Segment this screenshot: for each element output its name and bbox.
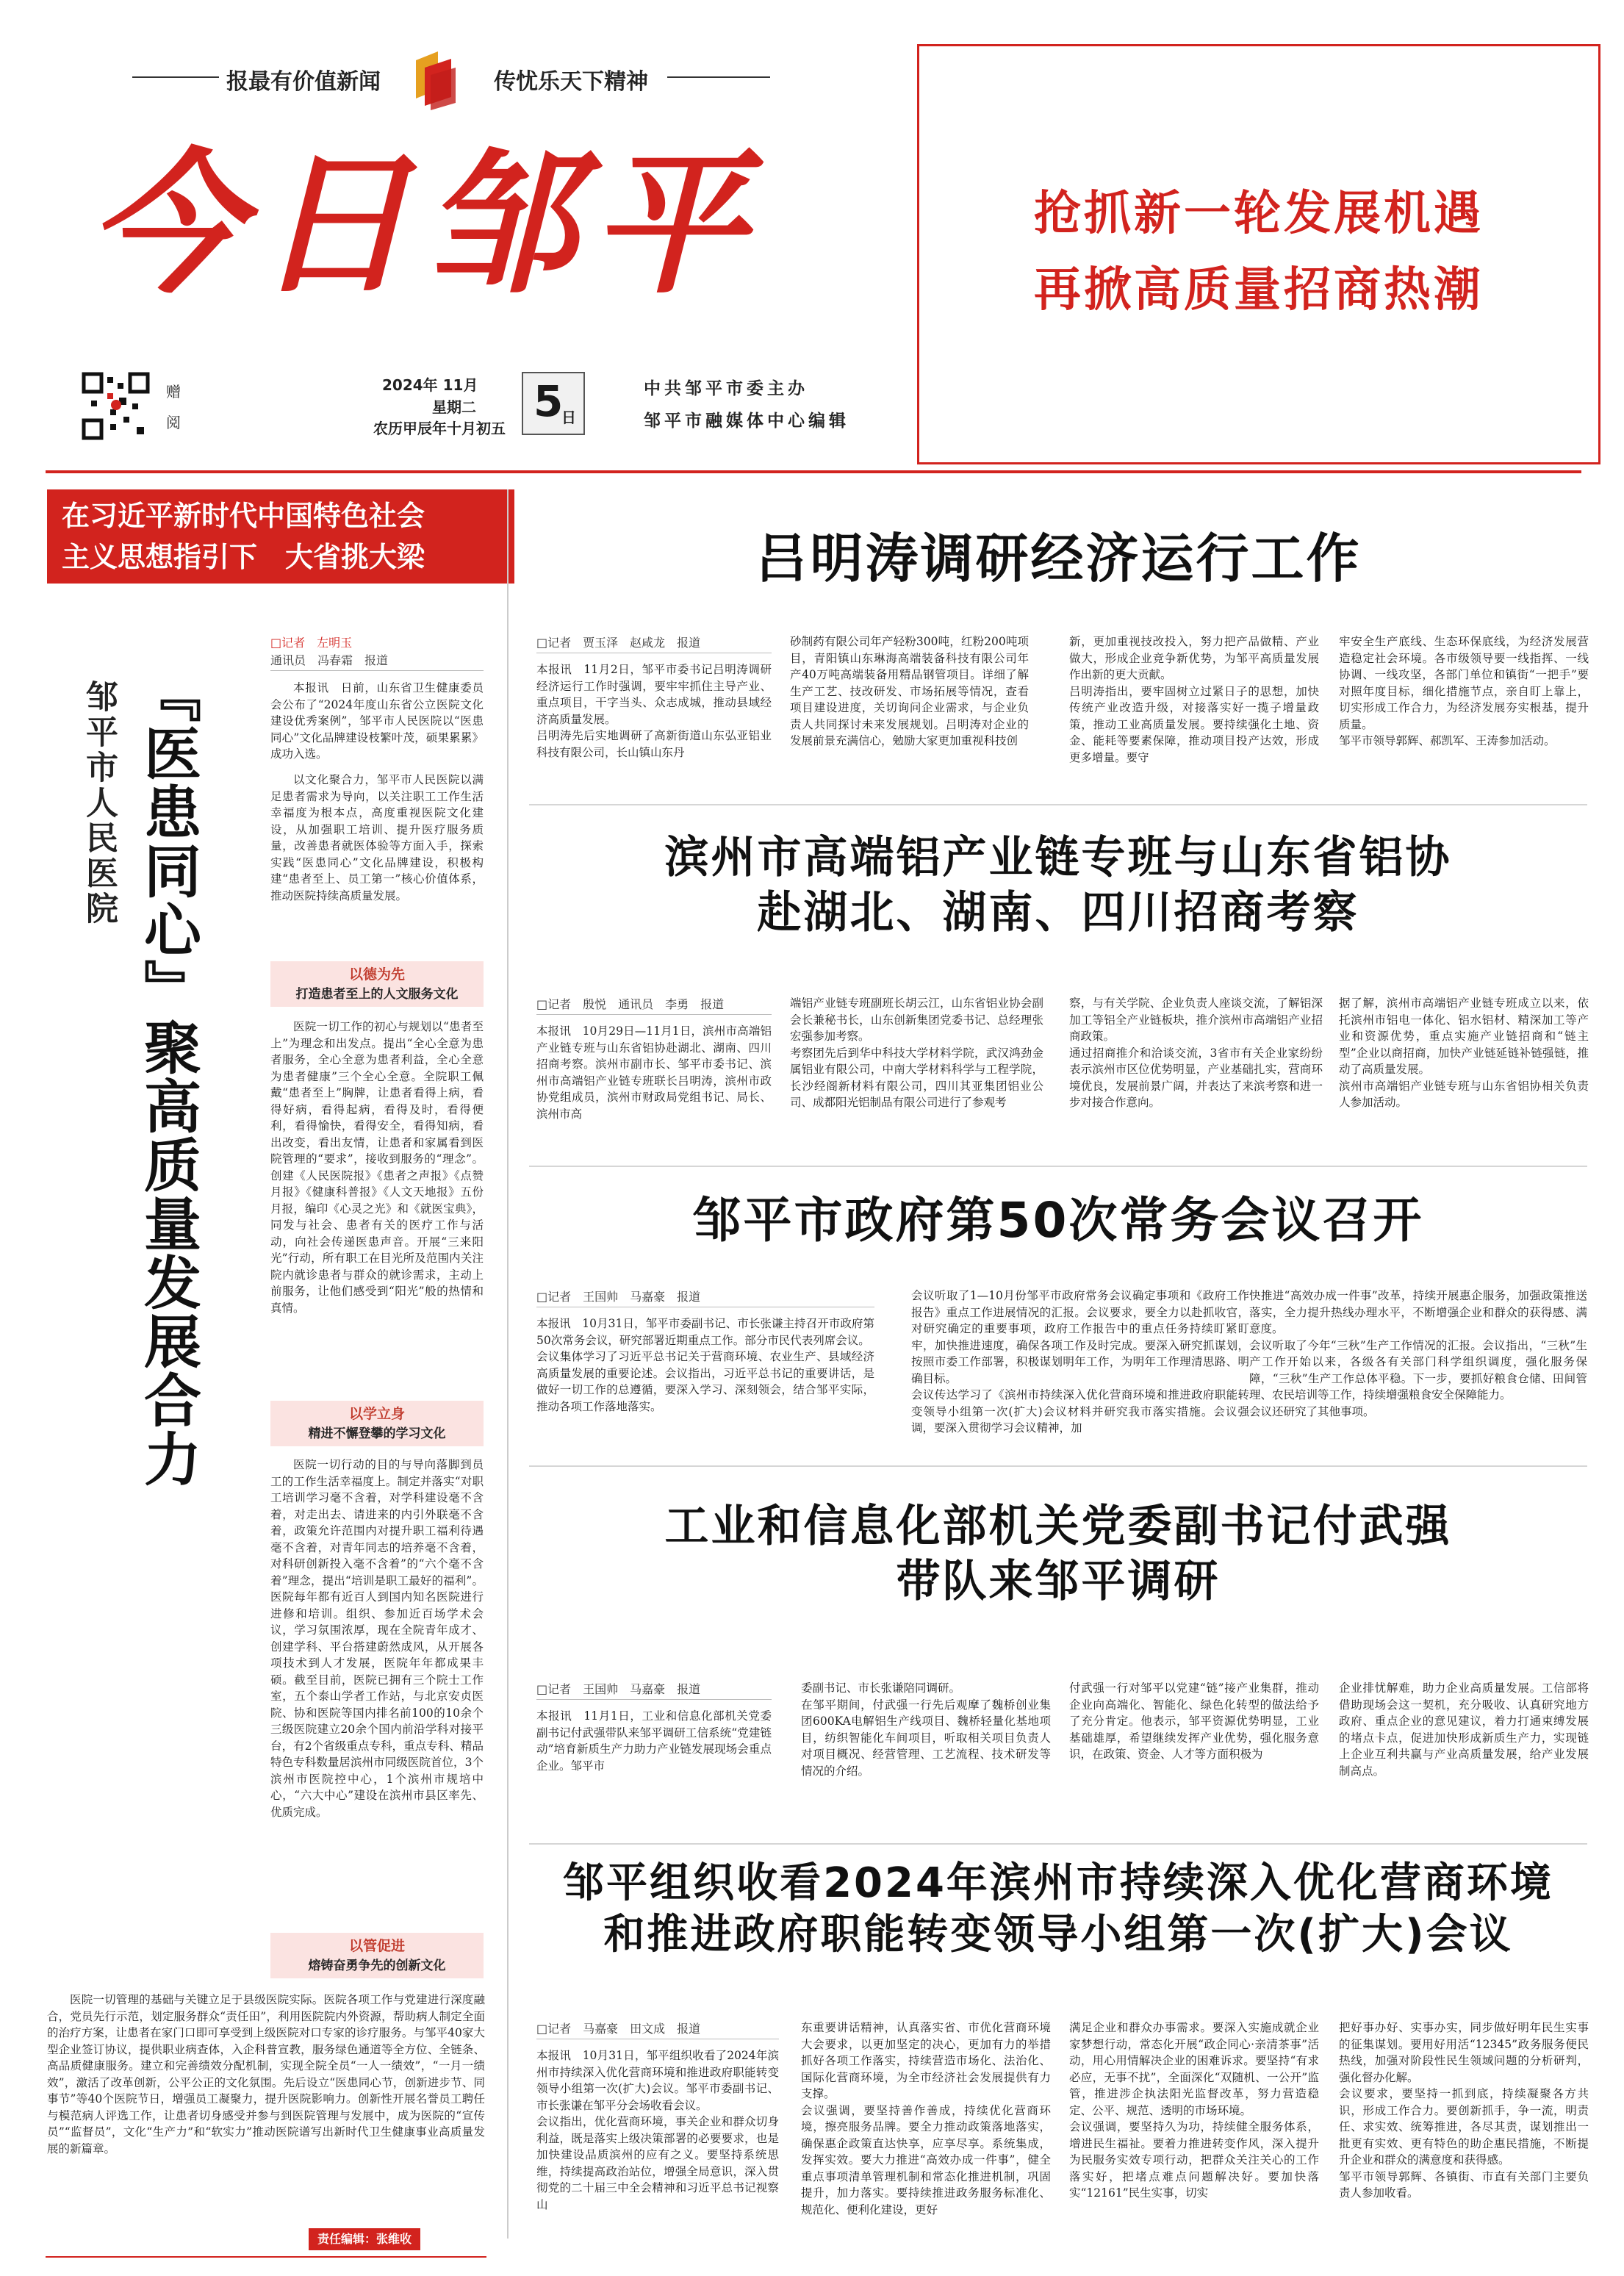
article-3-col-2: 会议听取了1—10月份邹平市政府常务会议确定事项和《政府工作报告》重点工作进展情况的汇报。会议要求，要全力以赴抓收官，对研究确定的重要事项，政府工作报告中的重点任务持续盯紧盯牢，加快推进速度，确保各项工作及时完成。要深入研究抓谋划，按照市委工作部署，积极谋划明年工作，为明年工作理清思路、明确目标。 会议传达学习了《滨州市持续深入优化营商环境和推进政府职能转变领导小组第一次(扩大)会议材料并研究我市落实措施。会议强调，要深入贯彻学习会议精神，加 bbox=[911, 1289, 1249, 1435]
article-5-headline bbox=[529, 1858, 1587, 1961]
article-3-col-3: 快推进“高效办成一件事”改革，持续开展惠企服务，加强政策推送落实，全力提升热线办理水平，不断增强企业和群众的获得感、满意度。 会议听取了今年“三秋”生产工作情况的汇报。会议指出，“三秋”生产工作开始以来，各级各有关部门科学组织调度，强化服务保障，“三秋”生产工作总体平稳。下一步，要抓好粮食仓储、田间管理、农民培训等工作，持续增强粮食安全保障能力。 会议还研究了其他事项。 bbox=[1249, 1289, 1587, 1418]
feature-byline-2: 通讯员 冯春霜 报道 bbox=[270, 653, 389, 667]
footer-rule bbox=[46, 2256, 486, 2258]
day-box bbox=[522, 372, 585, 435]
feature-byline-1: □记者 左明玉 bbox=[270, 636, 353, 650]
slogan-right: 传忧乐天下精神 bbox=[494, 69, 648, 95]
slogan-box-line-1: 抢抓新一轮发展机遇 bbox=[1034, 186, 1484, 241]
article-4-col-2: 委副书记、市长张谦陪同调研。 在邹平期间，付武强一行先后观摩了魏桥创业集团600KA电解铝生产线项目、魏桥轻量化基地项目，纺织智能化车间项目，听取相关项目负责人对项目概况、经营管理、工艺流程、技术研发等情况的介绍。 bbox=[801, 1681, 1051, 1778]
header-rule bbox=[46, 470, 1581, 473]
article-4-col-4: 企业排忧解难，助力企业高质量发展。工信部将借助现场会这一契机，充分吸收、认真研究地方政府、重点企业的意见建议，着力打通束缚发展的堵点卡点，促进加快形成新质生产力，实现链上企业互利共赢与产业高质量发展，给产业发展制高点。 bbox=[1339, 1681, 1589, 1778]
qr-code bbox=[81, 371, 151, 441]
article-5-headline-line-1: 邹平组织收看2024年滨州市持续深入优化营商环境 bbox=[563, 1859, 1553, 1907]
column-divider bbox=[507, 489, 509, 2239]
feature-section-1-subtitle: 打造患者至上的人文服务文化 bbox=[295, 987, 459, 1002]
feature-para-3: 医院一切行动的目的与导向落脚到员工的工作生活幸福度上。制定并落实“对职工培训学习毫不含着，对学科建设毫不含着，对走出去、请进来的内引外联毫不含着，政策允许范围内对提升职工福利待遇毫不含着，对青年同志的培养毫不含着，对科研创新投入毫不含着”的“六个毫不含着”理念，提出“培训是职工最好的福利”。医院每年都有近百人到国内知名医院进行进修和培训。组织、参加近百场学术会议，学习氛围浓厚，现在全院青年成才、创建学科、平台搭建蔚然成风，从开展各项技术到人才发展，医院年年都成果丰硕。截至目前，医院已拥有三个院士工作室，五个泰山学者工作站，与北京安贞医院、协和医院等国内排名前100的10余个三级医院建立20余个国内前沿学科对接平台，有2个省级重点专科，重点专科、精品特色专科数量居滨州市同级医院首位，3个滨州市医院控中心，1个滨州市规培中心，“六大中心”建设在滨州市县区率先、优质完成。 bbox=[270, 1458, 484, 1819]
date-line-2: 星期二 bbox=[432, 398, 476, 416]
article-2-col-4: 据了解，滨州市高端铝产业链专班成立以来，依托滨州市铝电一体化、铝水铝材、精深加工等产业和资源优势，重点实施产业链招商和“链主型”企业以商招商，加快产业链延链补链强链，推动了高质量发展。 滨州市高端铝产业链专班与山东省铝协相关负责人参加活动。 bbox=[1339, 997, 1589, 1109]
article-3-col-1: 本报讯 10月31日，邹平市委副书记、市长张谦主持召开市政府第50次常务会议，研究部署近期重点工作。部分市民代表列席会议。 会议集体学习了习近平总书记关于营商环境、农业生产、县域经济高质量发展的重要论述。会议指出，习近平总书记的重要讲话，是做好一切工作的总遵循，要深入学习、深刻领会，结合邹平实际，推动各项工作落地落实。 bbox=[536, 1317, 874, 1413]
article-4-headline bbox=[529, 1499, 1587, 1609]
article-2-byline-rule bbox=[536, 1014, 772, 1015]
feature-section-2-title: 以学立身 bbox=[348, 1406, 405, 1422]
article-4-byline: □记者 王国帅 马嘉豪 报道 bbox=[536, 1682, 701, 1696]
theme-banner-line-2: 主义思想指引下 大省挑大梁 bbox=[62, 541, 425, 573]
article-5-headline-line-2: 和推进政府职能转变领导小组第一次(扩大)会议 bbox=[603, 1911, 1513, 1959]
article-1-col-2: 砂制药有限公司年产轻粉300吨，红粉200吨项目，青阳镇山东琳海高端装备科技有限公司年产40万吨高端装备用精品钢管项目。详细了解生产工艺、技改研发、市场拓展等情况，查看项目建设进度，关切询问企业需求，与企业负责人共同探讨未来发展规划。吕明涛对企业的发展前景充满信心，勉励大家更加重视科技创 bbox=[790, 635, 1029, 747]
feature-para-4: 医院一切管理的基础与关键立足于县级医院实际。医院各项工作与党建进行深度融合，党员先行示范，划定服务群众“责任田”，利用医院院内外资源，帮助病人制定全面的治疗方案，让患者在家门口即可享受到上级医院对口专家的诊疗服务。与邹平40家大型企业签订协议，提供职业病查体，入企科普宣教，服务绿色通道等全方位、全链条、高品质健康服务。建立和完善绩效分配机制，实现全院全员“一人一绩效”，“一月一绩效”，激活了改革创新，公平公正的文化氛围。先后设立“医患同心节，创新进步节、同事节”等40个医院节日，增强员工凝聚力，提升医院影响力。创新性开展名誉员工聘任与模范病人评选工作，让患者切身感受并参与到医院管理与发展中，成为医院的“宣传员”“监督员”，文化“生产力”和“软实力”推动医院谱写出新时代卫生健康事业高质量发展的新篇章。 bbox=[47, 1993, 485, 2155]
article-1-headline: 吕明涛调研经济运行工作 bbox=[755, 528, 1362, 589]
article-2-col-3: 察，与有关学院、企业负责人座谈交流，了解铝深加工等铝全产业链板块，推介滨州市高端铝产业招商政策。 通过招商推介和洽谈交流，3省市有关企业家纷纷表示滨州市区位优势明显，产业基础扎实，营商环境优良，发展前景广阔，并表达了来滨考察和进一步对接合作意向。 bbox=[1069, 997, 1323, 1109]
slogan-right-rule bbox=[667, 76, 770, 78]
article-2-headline-line-1: 滨州市高端铝产业链专班与山东省铝协 bbox=[664, 832, 1452, 883]
article-1-col-4: 牢安全生产底线、生态环保底线，为经济发展营造稳定社会环境。各市级领导要一线指挥、一线协调、一线攻坚，各部门单位和镇街“一把手”要对照年度目标，细化措施节点，亲自盯上靠上，切实形成工作合力，为经济发展夯实根基，提升质量。 邹平市领导郭辉、郝凯军、王涛参加活动。 bbox=[1339, 635, 1589, 747]
editor-label: 责任编辑：张维收 bbox=[309, 2228, 420, 2250]
article-3-headline: 邹平市政府第50次常务会议召开 bbox=[692, 1192, 1424, 1249]
masthead: 今日邹平 bbox=[88, 133, 759, 315]
article-1-divider bbox=[529, 804, 1587, 805]
article-5-col-3: 满足企业和群众办事需求。要深入实施成就企业家梦想行动，常态化开展“政企同心·亲清茶事”活动，用心用情解决企业的困难诉求。要坚持“有求必应，无事不扰”，全面深化“双随机、一公开”监管，推进涉企执法阳光监督改革，努力营造稳定、公平、规范、透明的市场环境。 会议强调，要坚持久为功，持续健全服务体系，增进民生福祉。要着力推进转变作风，深入提升为民服务实效专项行动，把群众关注关心的工作落实好，把堵点难点问题解决好。要加快落实“12161”民生实事，切实 bbox=[1069, 2021, 1319, 2200]
slogan-box-line-2: 再掀高质量招商热潮 bbox=[1034, 262, 1484, 317]
article-3-byline: □记者 王国帅 马嘉豪 报道 bbox=[536, 1290, 701, 1304]
feature-intro: 本报讯 日前，山东省卫生健康委员会公布了“2024年度山东省公立医院文化建设优秀案例”，邹平市人民医院以“医患同心”文化品牌建设枝繁叶茂，硕果累累》成功入选。 bbox=[270, 681, 484, 761]
article-1-byline: □记者 贾玉泽 赵咸龙 报道 bbox=[536, 636, 701, 650]
feature-section-box-2 bbox=[270, 1401, 484, 1446]
feature-section-1-title: 以德为先 bbox=[348, 966, 405, 983]
article-2-divider bbox=[529, 1166, 1587, 1167]
article-4-headline-line-1: 工业和信息化部机关党委副书记付武强 bbox=[664, 1501, 1452, 1552]
article-5-col-2: 东重要讲话精神，认真落实省、市优化营商环境大会要求，以更加坚定的决心，更加有力的举措抓好各项工作落实，持续营造市场化、法治化、国际化营商环境，为全市经济社会发展提供有力支撑。 会议强调，要坚持善作善成，持续优化营商环境，擦亮服务品牌。要全力推动政策落地落实，确保惠企政策直达快享，应享尽享。系统集成，发挥实效。要大力推进“高效办成一件事”，健全重点事项清单管理机制和常态化推进机制，巩固提升，加力落实。要持续推进政务服务标准化、规范化、便利化建设，更好 bbox=[801, 2021, 1051, 2216]
feature-section-3-subtitle: 熔铸奋勇争先的创新文化 bbox=[308, 1959, 446, 1973]
feature-section-box-3 bbox=[270, 1933, 484, 1978]
article-1-col-3: 新，更加重视技改投入，努力把产品做精、产业做大，形成企业竞争新优势，为邹平高质量发展作出新的更大贡献。 吕明涛指出，要牢固树立过紧日子的思想，加快传统产业改造升级，对接落实好一揽子增量政策，推动工业高质量发展。要持续强化土地、资金、能耗等要素保障，推动项目投产达效，形成更多增量。要守 bbox=[1069, 635, 1319, 764]
feature-section-box-1 bbox=[270, 961, 484, 1007]
feature-para-2: 医院一切工作的初心与规划以“患者至上”为理念和出发点。提出“全心全意为患者服务，全心全意为患者利益，全心全意为患者健康”三个全心全意。全院职工佩戴“患者至上”胸牌，让患者看得上病，看得好病，看得起病，看得及时，看得便利，看得愉快，看得安全，看得知病，看出改变，看出友情，让患者和家属看到医院管理的“要求”，接收到服务的“理念”。创建《人民医院报》《患者之声报》《点赞月报》《健康科普报》《人文天地报》五份月报，编印《心灵之光》和《就医宝典》，同发与社会、患者有关的医疗工作与活动，向社会传递医患声音。开展“三来阳光”行动，所有职工在目光所及范围内关注院内就诊患者与群众的就诊需求，主动上前服务，让他们感受到“阳光”般的热情和真情。 bbox=[270, 1020, 484, 1315]
article-4-col-3: 付武强一行对邹平以党建“链”接产业集群，推动企业向高端化、智能化、绿色化转型的做法给予了充分肯定。他表示，邹平资源优势明显，工业基础雄厚，希望继续发挥产业优势，强化服务意识，在政策、资金、人才等方面积极为 bbox=[1069, 1681, 1319, 1761]
slogan-box bbox=[917, 44, 1600, 464]
slogan-logo-icon bbox=[409, 46, 460, 113]
article-5-col-4: 把好事办好、实事办实，同步做好明年民生实事的征集谋划。要用好用活“12345”政务服务便民热线，加强对阶段性民生领域问题的分析研判，强化督办化解。 会议要求，要坚持一抓到底，持续凝聚各方共识，形成工作合力。要创新抓手，争一流，明责任、求实效、统筹推进，各尽其责，谋划推出一批更有实效、更有特色的助企惠民措施，不断提升企业和群众的满意度和获得感。 邹平市领导郭辉、各镇街、市直有关部门主要负责人参加收看。 bbox=[1339, 2021, 1589, 2200]
date-line-3: 农历甲辰年十月初五 bbox=[373, 420, 506, 437]
article-2-byline: □记者 殷悦 通讯员 李勇 报道 bbox=[536, 997, 725, 1011]
article-5-col-1: 本报讯 10月31日，邹平组织收看了2024年滨州市持续深入优化营商环境和推进政府职能转变领导小组第一次(扩大)会议。邹平市委副书记、市长张谦在邹平分会场收看会议。 会议指出，优化营商环境，事关企业和群众切身利益，既是落实上级决策部署的必要要求，也是加快建设品质滨州的应有之义。要坚持系统思维，持续提高政治站位，增强全局意识，深入贯彻党的二十届三中全会精神和习近平总书记视察山 bbox=[536, 2049, 779, 2211]
theme-banner bbox=[47, 489, 514, 584]
article-4-col-1: 本报讯 11月1日，工业和信息化部机关党委副书记付武强带队来邹平调研工信系统“党建链动”培育新质生产力助力产业链发展现场会重点企业。邹平市 bbox=[536, 1709, 772, 1773]
day-suffix: 日 bbox=[561, 409, 576, 426]
article-1-col-1: 本报讯 11月2日，邹平市委书记吕明涛调研经济运行工作时强调，要牢牢抓住主导产业、重点项目，干字当头、众志成城，推动县域经济高质量发展。 吕明涛先后实地调研了高新街道山东弘亚铝业科技有限公司，长山镇山东丹 bbox=[536, 663, 772, 759]
article-2-col-2: 端铝产业链专班副班长胡云江，山东省铝业协会副会长兼秘书长，山东创新集团党委书记、总经理张宏强参加考察。 考察团先后到华中科技大学材料学院，武汉鸿劲金属铝业有限公司，中南大学材料科学与工程学院，长沙经阁新材料有限公司，四川其亚集团铝业公司、成都阳光铝制品有限公司进行了参观考 bbox=[790, 997, 1043, 1109]
article-3-divider bbox=[529, 1465, 1587, 1467]
day-number: 5 bbox=[533, 376, 564, 426]
feature-byline-rule bbox=[270, 670, 484, 671]
article-4-divider bbox=[529, 1843, 1587, 1845]
feature-subtitle: 邹平市人民医院 bbox=[80, 680, 118, 927]
article-5-byline: □记者 马嘉豪 田文成 报道 bbox=[536, 2022, 701, 2036]
feature-title: 『医患同心』聚高质量发展合力 bbox=[134, 665, 201, 1488]
feature-section-3-title: 以管促进 bbox=[348, 1938, 405, 1954]
slogan-left-rule bbox=[132, 76, 219, 78]
article-2-headline-line-2: 赴湖北、湖南、四川招商考察 bbox=[757, 887, 1359, 938]
article-4-byline-rule bbox=[536, 1699, 772, 1700]
theme-banner-line-1: 在习近平新时代中国特色社会 bbox=[62, 500, 425, 532]
article-2-headline bbox=[529, 830, 1587, 941]
feature-para-1: 以文化聚合力，邹平市人民医院以满足患者需求为导向，以关注职工工作生活幸福度为根本点，高度重视医院文化建设，从加强职工培训、提升医疗服务质量，改善患者就医体验等方面入手，探索实践“医患同心”文化品牌建设，积极构建“患者至上、员工第一”核心价值体系，推动医院持续高质量发展。 bbox=[270, 773, 484, 902]
publisher-2: 邹平市融媒体中心编辑 bbox=[644, 411, 849, 431]
feature-section-2-subtitle: 精进不懈登攀的学习文化 bbox=[308, 1426, 446, 1441]
qr-label: 赠阅 bbox=[166, 383, 181, 431]
date-line-1: 2024年 11月 bbox=[382, 376, 478, 394]
publisher-1: 中共邹平市委主办 bbox=[644, 378, 808, 398]
article-2-col-1: 本报讯 10月29日—11月1日，滨州市高端铝产业链专班与山东省铝协赴湖北、湖南、四川招商考察。滨州市副市长、邹平市委书记、滨州市高端铝产业链专班联长吕明涛，滨州市政协党组成员，滨州市财政局党组书记、局长、滨州市高 bbox=[536, 1024, 772, 1121]
slogan-left: 报最有价值新闻 bbox=[226, 69, 381, 95]
article-4-headline-line-2: 带队来邹平调研 bbox=[896, 1556, 1221, 1607]
